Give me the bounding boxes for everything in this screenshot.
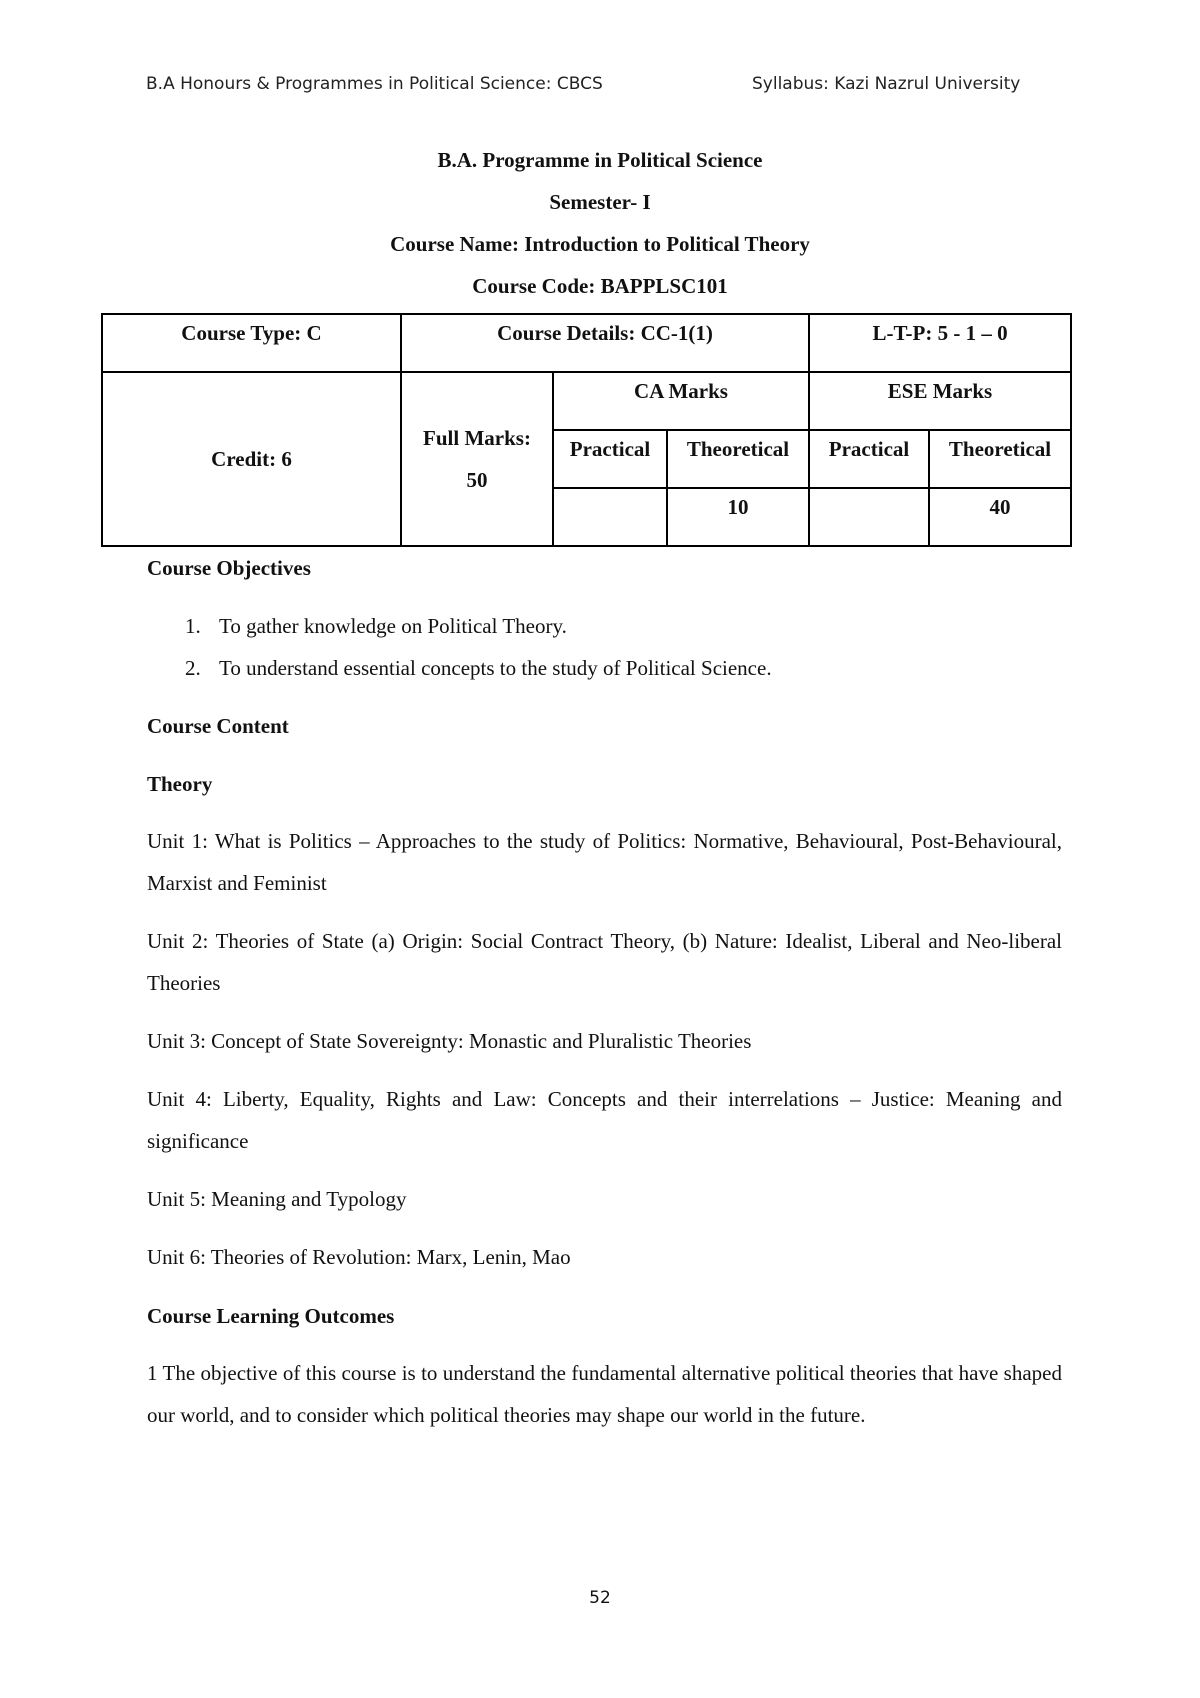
objective-number: 1.	[185, 614, 201, 638]
programme-title: B.A. Programme in Political Science	[437, 148, 763, 172]
ese-marks-header: ESE Marks	[809, 372, 1071, 430]
course-details-table	[101, 313, 1072, 547]
objective-text: To gather knowledge on Political Theory.	[219, 614, 567, 638]
ca-marks-header: CA Marks	[553, 372, 809, 430]
running-header-left: B.A Honours & Programmes in Political Science: CBCS	[146, 74, 603, 94]
page-number: 52	[589, 1588, 611, 1608]
course-name-title: Course Name: Introduction to Political Theory	[390, 232, 810, 256]
objective-item	[185, 656, 772, 681]
ese-theoretical-header: Theoretical	[929, 430, 1071, 488]
unit-paragraph: Unit 2: Theories of State (a) Origin: Social Contract Theory, (b) Nature: Idealist, Liberal and Neo-liberal Theories	[147, 929, 1062, 995]
ca-theoretical-header: Theoretical	[667, 430, 809, 488]
unit-paragraph: Unit 6: Theories of Revolution: Marx, Lenin, Mao	[147, 1245, 571, 1269]
outcomes-heading: Course Learning Outcomes	[147, 1304, 395, 1328]
unit-paragraph: Unit 1: What is Politics – Approaches to the study of Politics: Normative, Behavioural, Post-Behavioural, Marxist and Feminist	[147, 829, 1062, 895]
semester-title: Semester- I	[549, 190, 651, 214]
credit-text: Credit: 6	[211, 446, 292, 471]
theory-heading: Theory	[147, 772, 213, 796]
course-code-title: Course Code: BAPPLSC101	[472, 274, 728, 298]
running-header-right: Syllabus: Kazi Nazrul University	[752, 74, 1021, 94]
objective-text: To understand essential concepts to the study of Political Science.	[219, 656, 772, 680]
unit-paragraph: Unit 5: Meaning and Typology	[147, 1187, 407, 1211]
ca-practical-value	[553, 488, 667, 546]
objectives-heading: Course Objectives	[147, 556, 311, 580]
full-marks-value: 50	[466, 468, 488, 492]
objective-item	[185, 614, 567, 639]
course-details-cell: Course Details: CC-1(1)	[401, 314, 809, 372]
full-marks-cell	[401, 372, 553, 546]
content-heading: Course Content	[147, 714, 289, 738]
ltp-cell: L-T-P: 5 - 1 – 0	[809, 314, 1071, 372]
ese-theoretical-value: 40	[929, 488, 1071, 546]
ese-practical-header: Practical	[809, 430, 929, 488]
credit-cell	[102, 372, 401, 546]
unit-paragraph: Unit 3: Concept of State Sovereignty: Monastic and Pluralistic Theories	[147, 1029, 752, 1053]
ca-practical-header: Practical	[553, 430, 667, 488]
ese-practical-value	[809, 488, 929, 546]
course-type-cell: Course Type: C	[102, 314, 401, 372]
unit-paragraph: Unit 4: Liberty, Equality, Rights and Law: Concepts and their interrelations – Justice: Meaning and significance	[147, 1087, 1062, 1153]
ca-theoretical-value: 10	[667, 488, 809, 546]
full-marks-label: Full Marks:	[423, 426, 531, 450]
objective-number: 2.	[185, 656, 201, 680]
outcomes-paragraph: 1 The objective of this course is to understand the fundamental alternative political theories that have shaped our world, and to consider which political theories may shape our world in the future.	[147, 1361, 1062, 1427]
